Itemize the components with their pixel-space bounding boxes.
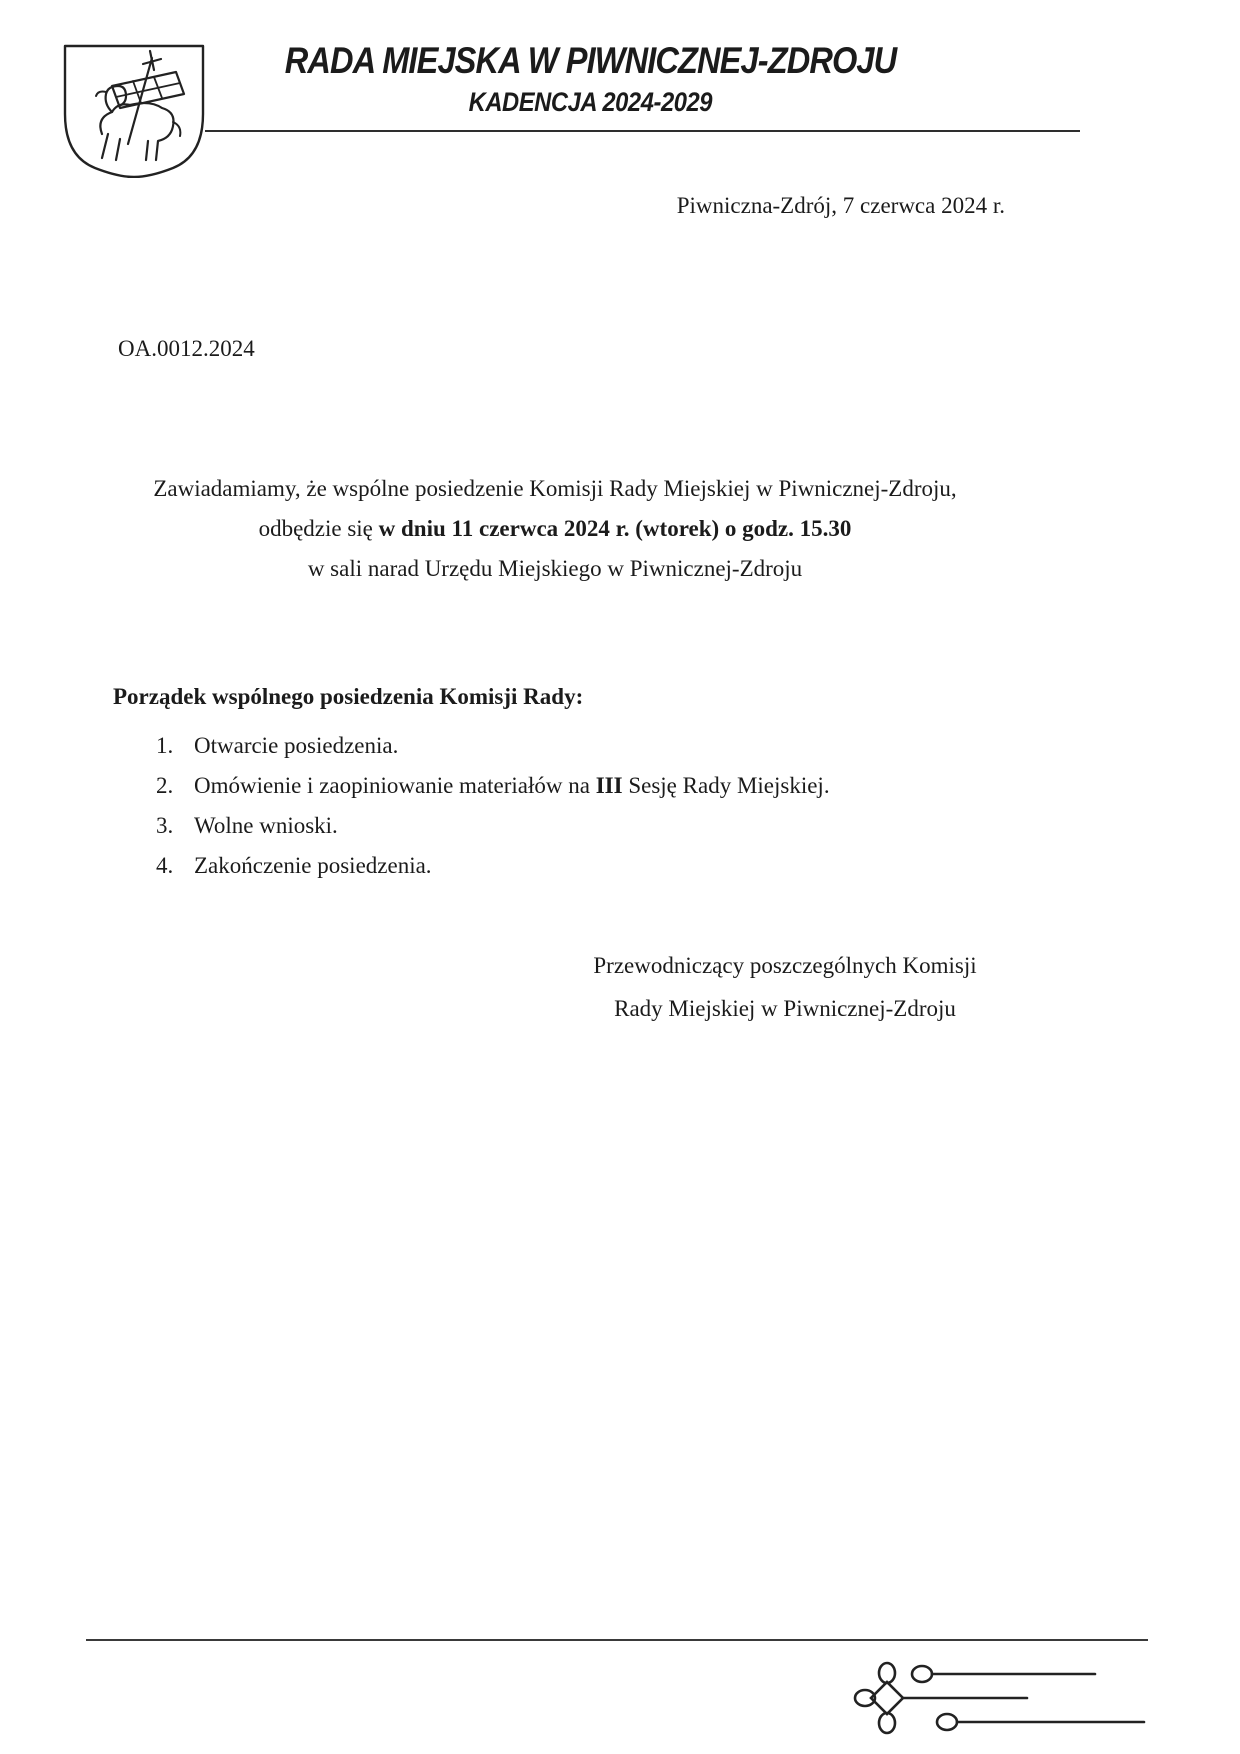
announcement-line-3: w sali narad Urzędu Miejskiego w Piwnicznej-Zdroju (307, 556, 803, 581)
term-subtitle: KADENCJA 2024-2029 (468, 86, 712, 117)
meeting-datetime: w dniu 11 czerwca 2024 r. (wtorek) o godz. 15.30 (378, 516, 852, 541)
place-and-date: Piwniczna-Zdrój, 7 czerwca 2024 r. (676, 193, 1005, 218)
agenda-item (156, 846, 1056, 886)
signature-block (560, 944, 1010, 1030)
announcement-paragraph (70, 469, 1040, 589)
agenda-item-text: Zakończenie posiedzenia. (194, 853, 432, 878)
footer-divider (86, 1639, 1148, 1641)
letterhead (180, 40, 1000, 118)
signature-line-2: Rady Miejskiej w Piwnicznej-Zdroju (614, 996, 956, 1021)
agenda-item-text: Wolne wnioski. (194, 813, 338, 838)
agenda-list (156, 726, 1056, 886)
agenda-item-number: 2. (156, 773, 174, 798)
agenda-item-text: Omówienie i zaopiniowanie materiałów na III Sesję Rady Miejskiej. (194, 773, 830, 798)
agenda-item (156, 766, 1056, 806)
agenda-item-number: 4. (156, 853, 174, 878)
council-title: RADA MIEJSKA W PIWNICZNEJ-ZDROJU (284, 40, 896, 81)
agenda-heading: Porządek wspólnego posiedzenia Komisji Rady: (113, 684, 584, 709)
announcement-line-2: odbędzie się w dniu 11 czerwca 2024 r. (wtorek) o godz. 15.30 (258, 516, 852, 541)
calligraphic-flourish-icon (852, 1660, 1152, 1740)
reference-number: OA.0012.2024 (118, 336, 255, 361)
signature-line-1: Przewodniczący poszczególnych Komisji (593, 953, 977, 978)
agenda-item (156, 726, 1056, 766)
agenda-item-text: Otwarcie posiedzenia. (194, 733, 399, 758)
announcement-line-1: Zawiadamiamy, że wspólne posiedzenie Komisji Rady Miejskiej w Piwnicznej-Zdroju, (153, 476, 957, 501)
agenda-item (156, 806, 1056, 846)
header-divider (205, 130, 1080, 132)
agenda-item-number: 3. (156, 813, 174, 838)
agenda-item-number: 1. (156, 733, 174, 758)
